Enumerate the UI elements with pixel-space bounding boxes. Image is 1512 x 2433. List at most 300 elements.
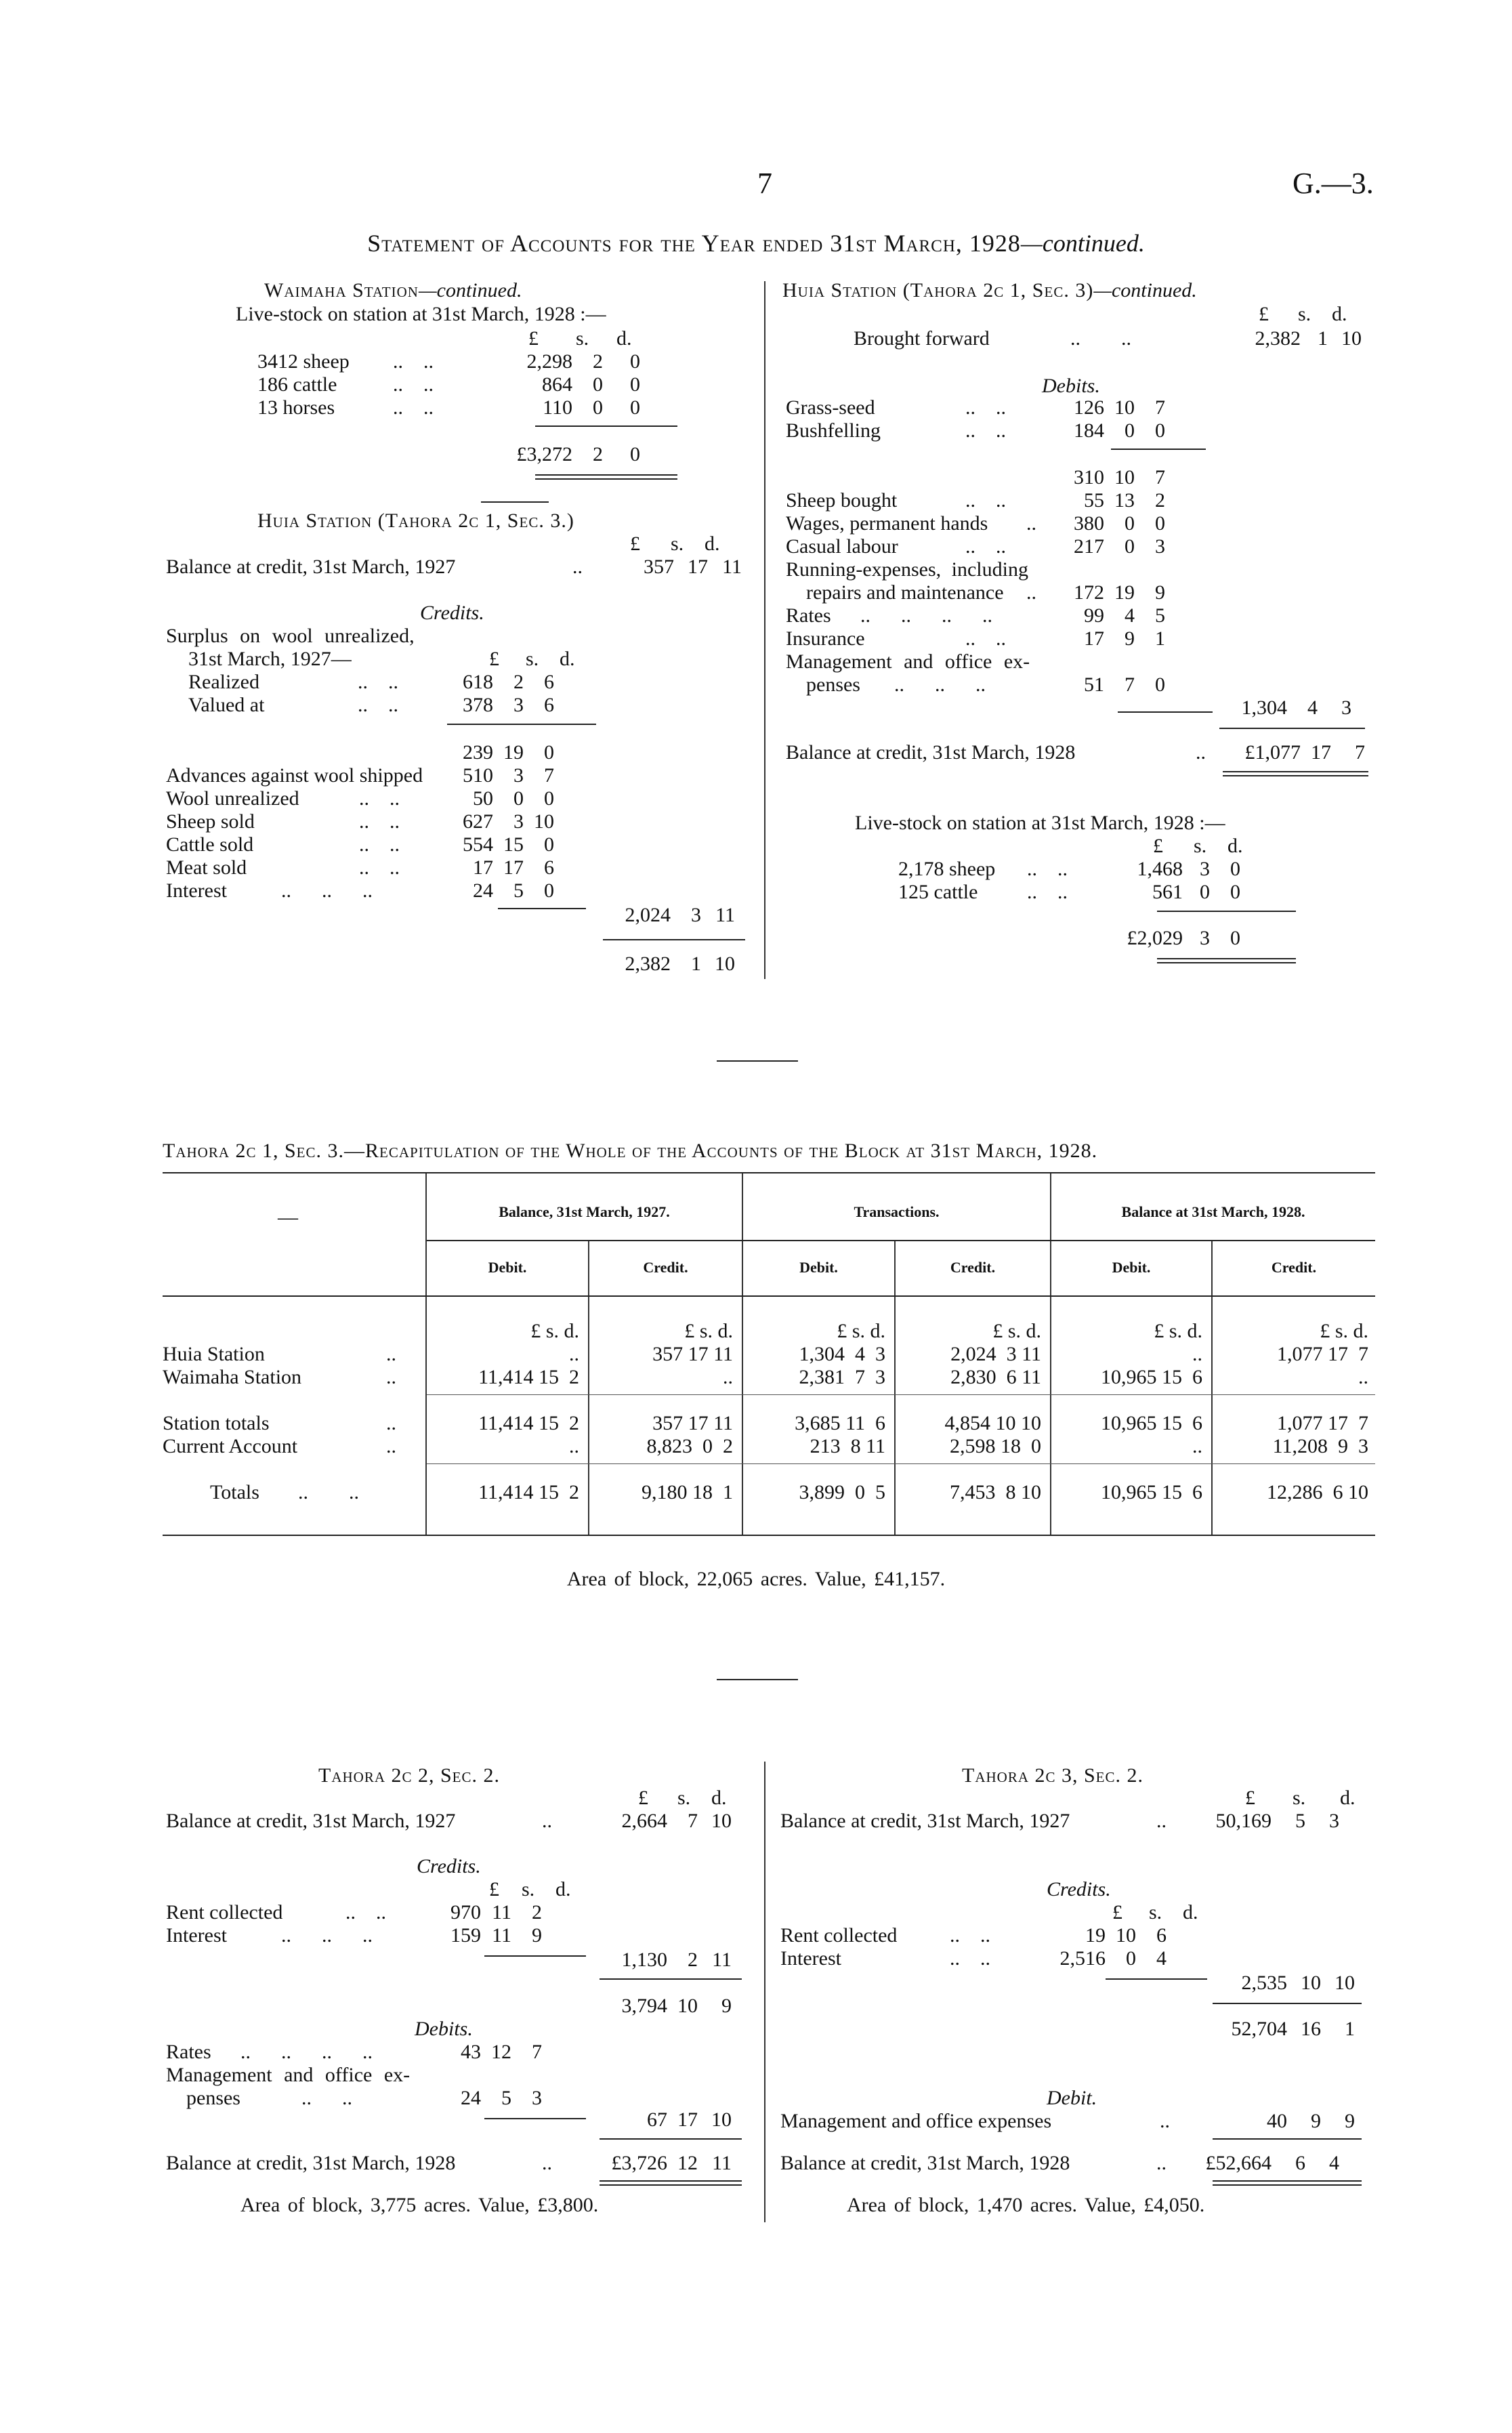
amount-pence: 9 [532,1924,542,1947]
debit-row: Insurance .. .. 17 9 1 [786,627,1165,650]
amount-shillings: 13 [1114,489,1135,512]
col-pound: £ [1112,1901,1122,1923]
huia-right-heading-text: Huia Station (Tahora 2c 1, Sec. 3) [782,279,1094,301]
col-shilling: s. [677,1787,691,1809]
rule [447,724,596,725]
amount-pence: 3 [1341,696,1351,719]
amount-pounds: 2,516 [1059,1947,1106,1970]
section-divider [481,501,549,503]
cell: 10,965 15 6 [1101,1366,1202,1388]
cell: 12,286 6 10 [1267,1481,1368,1503]
rule [427,1394,1375,1395]
cell: .. [569,1343,579,1365]
surplus-row: Realized .. .. 618 2 6 [188,671,554,693]
rule [484,2118,586,2119]
subheader-debit: Debit. [1112,1259,1151,1276]
row-label: Management and office expenses [780,2110,1052,2132]
sec22-heading: Tahora 2c 2, Sec. 2. [318,1764,501,1787]
page-title [0,229,1512,257]
amount-shillings: 0 [593,373,603,396]
amount-shillings: 0 [1125,419,1135,442]
col-pence: d. [705,533,720,555]
amount-pence: 3 [1155,535,1165,558]
amount-shillings: 0 [1200,881,1210,903]
amount-pence: 6 [544,671,554,693]
credit-row: Meat sold .. .. 17 17 6 [166,856,554,879]
double-rule [600,2180,742,2186]
rule [1106,1978,1207,1980]
amount-pounds: 110 [543,396,572,419]
debit-row: Grass-seed .. .. 126 10 7 [786,396,1165,419]
recap-footnote: Area of block, 22,065 acres. Value, £41,157. [566,1568,946,1590]
amount-pence: 1 [1155,627,1165,650]
row-label: Totals [210,1481,259,1503]
cell: 213 8 11 [810,1435,885,1457]
rule [535,425,677,427]
group-header: Balance at 31st March, 1928. [1121,1203,1305,1220]
cell: 2,381 7 3 [799,1366,885,1388]
amount-pounds: 126 [1074,396,1104,419]
row-label: Interest [166,879,227,902]
row-label: 186 cattle [257,373,337,396]
cell: 1,304 4 3 [799,1343,885,1365]
cell: 2,024 3 11 [950,1343,1041,1365]
double-rule [1223,771,1368,776]
cell: 3,899 0 5 [799,1481,885,1503]
amount-shillings: 10 [1116,1924,1136,1947]
amount-shillings: 19 [503,741,524,764]
amount-pence: 9 [721,1995,732,2017]
credits-heading: Credits. [420,602,484,624]
rule [1111,449,1206,450]
row-label: Interest [166,1924,227,1947]
amount-shillings: 10 [1114,466,1135,488]
debits-total [1219,696,1382,720]
amount-shillings: 9 [1311,2110,1321,2132]
amount-shillings: 6 [1295,2152,1305,2174]
amount-pounds: 2,664 [621,1810,667,1832]
row-label: Balance at credit, 31st March, 1927 [166,556,456,578]
cell: 11,414 15 2 [478,1412,579,1434]
amount-pence: 1 [1345,2018,1355,2040]
amount-shillings: 2 [593,443,603,465]
surplus-label-2: 31st March, 1927— [188,648,352,670]
row-label: Bushfelling [786,419,881,442]
amount-shillings: 17 [503,856,524,879]
rule [1157,911,1296,912]
amount-pence: 2 [1155,489,1165,512]
col-pence: d. [1183,1901,1198,1923]
sec32-heading: Tahora 2c 3, Sec. 2. [962,1764,1144,1787]
amount-pence: 0 [630,396,640,419]
amount-pounds: 217 [1074,535,1104,558]
brought-forward: Brought forward .. .. 2,382 1 10 [854,327,1362,350]
debit-heading: Debit. [1047,2087,1097,2109]
row-label: 13 horses [257,396,335,419]
row-label: 125 cattle [898,881,978,903]
credits-heading: Credits. [417,1855,481,1877]
huia-left-balance: Balance at credit, 31st March, 1927 .. 357 17 11 [166,556,742,578]
amount-shillings: 10 [677,1995,698,2017]
col-pence: d. [1332,303,1347,325]
amount-pence: 7 [1155,396,1165,419]
amount-pounds: 2,382 [1255,327,1301,350]
rule [600,1978,742,1980]
sec32-col-headers [1245,1787,1381,1810]
amount-pence: 0 [630,350,640,373]
row-label: Cattle sold [166,833,254,856]
group-header: Transactions. [854,1203,940,1220]
waimaha-heading-suffix: —continued. [418,279,522,301]
cell: .. [569,1435,579,1457]
huia-left-heading: Huia Station (Tahora 2c 1, Sec. 3.) [257,510,574,532]
rule [1219,728,1365,729]
amount-shillings: 9 [1125,627,1135,650]
debits-heading: Debits. [415,2018,473,2040]
amount-pounds: 239 [463,741,493,764]
table-row: Current Account .. .. 8,823 0 2 213 8 11 2,598 18 0 .. 11,208 9 3 [163,1435,1368,1457]
amount-pounds: 561 [1152,881,1183,903]
sec22-balance-1928: Balance at credit, 31st March, 1928 .. £3,726 12 11 [166,2152,732,2174]
debit-row: repairs and maintenance .. 172 19 9 [806,581,1165,604]
amount-pence: 6 [1156,1924,1167,1947]
amount-pence: 10 [1341,327,1362,350]
table-top-rule [163,1172,1375,1173]
amount-shillings: 2 [513,671,524,693]
unit-header: £ s. d. [684,1320,733,1342]
surplus-label-1: Surplus on wool unrealized, [166,625,415,647]
cell: .. [1192,1343,1202,1365]
debit-row: Rates .. .. .. .. 43 12 7 [166,2041,542,2063]
amount-pence: 0 [544,787,554,810]
rule [600,2138,742,2140]
col-pound: £ [630,533,640,555]
row-label: Balance at credit, 31st March, 1928 [786,741,1076,764]
subheader-debit: Debit. [488,1259,527,1276]
credit-row: Cattle sold .. .. 554 15 0 [166,833,554,856]
col-pence: d. [711,1787,727,1809]
sec22-subtotal [600,1995,749,2018]
row-label: Meat sold [166,856,247,879]
row-label: Sheep bought [786,489,898,512]
livestock-col-headers [1153,835,1282,858]
amount-pence: 10 [1335,1972,1355,1994]
row-label: Brought forward [854,327,990,350]
row-label: Balance at credit, 31st March, 1927 [166,1810,456,1832]
surplus-net [188,741,608,764]
amount-pence: 7 [1155,466,1165,488]
amount-pounds: 43 [461,2041,481,2063]
amount-pounds: 55 [1084,489,1104,512]
page-number: 7 [757,167,772,200]
credit-row [166,764,613,787]
waimaha-heading [264,279,522,302]
row-label: penses [186,2087,240,2109]
row-label: penses [806,673,860,696]
amount-shillings: 0 [593,396,603,419]
amount-pounds: 67 [647,2108,667,2131]
credit-row: Wool unrealized .. .. 50 0 0 [166,787,554,810]
credit-row: Interest .. .. 2,516 0 4 [780,1947,1167,1970]
title-text: Statement of Accounts for the Year ended 31st March, 1928 [367,230,1021,257]
document-code: G.—3. [1293,167,1374,200]
cell: 357 17 11 [652,1343,733,1365]
amount-pounds: 1,304 [1241,696,1287,719]
amount-pounds: 2,298 [526,350,572,373]
amount-pounds: £1,077 [1244,741,1301,764]
amount-pounds: 864 [542,373,572,396]
title-suffix: —continued. [1020,230,1145,257]
amount-pence: 6 [544,694,554,716]
credits-heading: Credits. [1047,1878,1111,1900]
sec32-balance-1927: Balance at credit, 31st March, 1927 .. 50,169 5 3 [780,1810,1339,1832]
row-label: Casual labour [786,535,898,558]
amount-pounds: 17 [1084,627,1104,650]
amount-shillings: 19 [1114,581,1135,604]
col-pence: d. [616,327,632,350]
amount-pounds: 50 [473,787,493,810]
amount-pounds: 970 [450,1901,481,1923]
waimaha-row: 3412 sheep .. .. 2,298 2 0 [257,350,640,373]
amount-pounds: 51 [1084,673,1104,696]
credit-row: Sheep sold .. .. 627 3 10 [166,810,554,833]
amount-shillings: 17 [677,2108,698,2131]
amount-shillings: 5 [1295,1810,1305,1832]
amount-pence: 7 [544,764,554,787]
amount-pounds: 40 [1267,2110,1287,2132]
grand-total [603,953,752,976]
unit-header: £ s. d. [992,1320,1041,1342]
double-rule [1157,958,1296,963]
sec22-credits-total [600,1949,749,1972]
waimaha-total [257,443,691,466]
row-label: Huia Station [163,1343,265,1365]
waimaha-livestock-intro: Live-stock on station at 31st March, 1928 :— [236,303,606,325]
cell: 2,830 6 11 [950,1366,1041,1388]
col-pound: £ [638,1787,648,1809]
huia-right-col-headers [1259,303,1381,326]
double-rule [535,474,677,480]
amount-pounds: 1,130 [621,1949,667,1971]
row-label: Balance at credit, 31st March, 1928 [166,2152,456,2174]
livestock-row: 2,178 sheep .. .. 1,468 3 0 [898,858,1240,880]
amount-pence: 10 [711,2108,732,2131]
amount-shillings: 5 [501,2087,511,2109]
cell: 8,823 0 2 [646,1435,733,1457]
amount-pounds: 378 [463,694,493,716]
amount-shillings: 15 [503,833,524,856]
surplus-row: Valued at .. .. 378 3 6 [188,694,554,716]
amount-shillings: 3 [513,764,524,787]
cell: 1,077 17 7 [1277,1343,1368,1365]
huia-livestock-intro: Live-stock on station at 31st March, 1928 :— [855,812,1225,834]
rule [427,1463,1375,1464]
subheader-debit: Debit. [799,1259,838,1276]
cell: 11,414 15 2 [478,1481,579,1503]
amount-shillings: 3 [513,810,524,833]
amount-pence: 0 [1155,512,1165,535]
amount-pounds: 99 [1084,604,1104,627]
waimaha-col-headers [528,327,691,350]
col-pound: £ [1245,1787,1255,1809]
cell: 11,414 15 2 [478,1366,579,1388]
rule [1213,2003,1362,2004]
amount-shillings: 3 [513,694,524,716]
livestock-row: 125 cattle .. .. 561 0 0 [898,881,1240,903]
amount-shillings: 1 [691,953,701,975]
table-row: Station totals .. 11,414 15 2 357 17 11 3,685 11 6 4,854 10 10 10,965 15 6 1,077 17 7 [163,1412,1368,1434]
amount-pence: 5 [1155,604,1165,627]
col-pound: £ [1153,835,1163,857]
section-divider [717,1060,798,1062]
amount-pounds: 2,024 [625,904,671,926]
amount-shillings: 0 [1125,535,1135,558]
huia-balance-1928: Balance at credit, 31st March, 1928 .. £1,077 17 7 [786,741,1365,764]
row-label: Wages, permanent hands [786,512,988,535]
amount-pounds: £3,272 [516,443,572,465]
amount-pence: 11 [712,1949,732,1971]
amount-shillings: 7 [1125,673,1135,696]
col-shilling: s. [671,533,684,555]
waimaha-heading-text: Waimaha Station [264,279,419,301]
row-label: Sheep sold [166,810,255,833]
amount-shillings: 7 [688,1810,698,1832]
col-pence: d. [555,1878,571,1900]
rule [484,1955,586,1957]
sec22-sub-headers [489,1878,611,1901]
amount-shillings: 3 [1200,858,1210,880]
huia-right-heading [782,279,1197,302]
amount-pence: 9 [1345,2110,1355,2132]
amount-shillings: 0 [513,787,524,810]
col-shilling: s. [526,648,539,670]
amount-pence: 0 [630,373,640,396]
debit-row: Bushfelling .. .. 184 0 0 [786,419,1165,442]
debit-row: Casual labour .. .. 217 0 3 [786,535,1165,558]
amount-shillings: 12 [677,2152,698,2174]
amount-shillings: 12 [491,2041,511,2063]
amount-pounds: 2,535 [1241,1972,1287,1994]
amount-pence: 10 [711,1810,732,1832]
amount-shillings: 17 [1311,741,1331,764]
table-row-totals: Totals .. .. 11,414 15 2 9,180 18 1 3,899 0 5 7,453 8 10 10,965 15 6 12,286 6 10 [210,1481,1368,1503]
cell: 3,685 11 6 [795,1412,885,1434]
amount-pounds: £2,029 [1127,927,1183,949]
row-label: Wool unrealized [166,787,299,810]
amount-pounds: 554 [463,833,493,856]
sec32-mgmt-row: Management and office expenses .. 40 9 9 [780,2110,1355,2132]
table-row: Huia Station .. .. 357 17 11 1,304 4 3 2,024 3 11 .. 1,077 17 7 [163,1343,1368,1365]
amount-pence: 11 [722,556,742,578]
amount-pence: 0 [544,741,554,764]
col-shilling: s. [1149,1901,1162,1923]
debit-row: penses .. .. .. 51 7 0 [806,673,1165,696]
row-label: Insurance [786,627,865,650]
row-label: Current Account [163,1435,298,1457]
rule [427,1240,1375,1241]
amount-pounds: £52,664 [1205,2152,1272,2174]
row-label: Balance at credit, 31st March, 1928 [780,2152,1070,2174]
row-label: Station totals [163,1412,270,1434]
cell: 2,598 18 0 [950,1435,1041,1457]
amount-pence: 10 [534,810,554,833]
debit-subtotal [786,466,1219,489]
amount-pence: 0 [1155,419,1165,442]
section-divider [717,1679,798,1680]
amount-shillings: 2 [593,350,603,373]
amount-pence: 6 [544,856,554,879]
amount-pounds: 510 [463,764,493,787]
column-divider [764,1762,765,2222]
debit-row: penses .. .. 24 5 3 [186,2087,542,2109]
amount-pence: 7 [532,2041,542,2063]
running-label-1: Running-expenses, including [786,558,1028,581]
amount-pounds: 172 [1074,581,1104,604]
unit-header: £ s. d. [1154,1320,1202,1342]
col-pence: d. [560,648,575,670]
amount-pence: 0 [544,833,554,856]
row-label: Rates [786,604,831,627]
double-rule [1213,2180,1362,2186]
cell: .. [1358,1366,1368,1388]
amount-pounds: 50,169 [1215,1810,1272,1832]
subheader-credit: Credit. [643,1259,688,1276]
waimaha-row: 13 horses .. .. 110 0 0 [257,396,640,419]
amount-shillings: 3 [1200,927,1210,949]
amount-pence: 0 [1230,858,1240,880]
cell: 11,208 9 3 [1272,1435,1368,1457]
col-pence: d. [1340,1787,1356,1809]
credit-row: Rent collected .. .. 970 11 2 [166,1901,542,1923]
amount-pence: 4 [1329,2152,1339,2174]
sec22-footnote: Area of block, 3,775 acres. Value, £3,800. [240,2194,599,2216]
amount-pounds: 52,704 [1231,2018,1287,2040]
col-shilling: s. [1298,303,1311,325]
amount-pounds: 19 [1085,1924,1106,1947]
amount-pounds: 627 [463,810,493,833]
amount-shillings: 4 [1307,696,1318,719]
col-pound: £ [489,1878,499,1900]
column-divider [764,281,765,979]
row-label: Rent collected [780,1924,898,1947]
amount-shillings: 0 [1125,512,1135,535]
sec32-balance-1928: Balance at credit, 31st March, 1928 .. £52,664 6 4 [780,2152,1339,2174]
surplus-col-headers [489,648,611,671]
row-label: Valued at [188,694,265,716]
mgmt-label-1: Management and office ex- [786,650,1030,673]
amount-shillings: 0 [1126,1947,1136,1970]
amount-pounds: 1,468 [1137,858,1183,880]
row-label: Realized [188,671,259,693]
amount-pence: 3 [1329,1810,1339,1832]
debit-row: Rates .. .. .. .. 99 4 5 [786,604,1165,627]
row-label: Rates [166,2041,211,2063]
debit-row: Wages, permanent hands .. 380 0 0 [786,512,1165,535]
row-label: 2,178 sheep [898,858,996,880]
row-label: Waimaha Station [163,1366,302,1388]
row-label: 3412 sheep [257,350,350,373]
recap-title: Tahora 2c 1, Sec. 3.—Recapitulation of the Whole of the Accounts of the Block at 31st March, 1928. [163,1140,1098,1162]
amount-pence: 10 [715,953,735,975]
cell: 1,077 17 7 [1277,1412,1368,1434]
row-label: Grass-seed [786,396,875,419]
col-pound: £ [528,327,539,350]
amount-pence: 0 [1155,673,1165,696]
cell: .. [723,1366,733,1388]
amount-shillings: 17 [688,556,708,578]
amount-pence: 9 [1155,581,1165,604]
rule [498,908,586,909]
